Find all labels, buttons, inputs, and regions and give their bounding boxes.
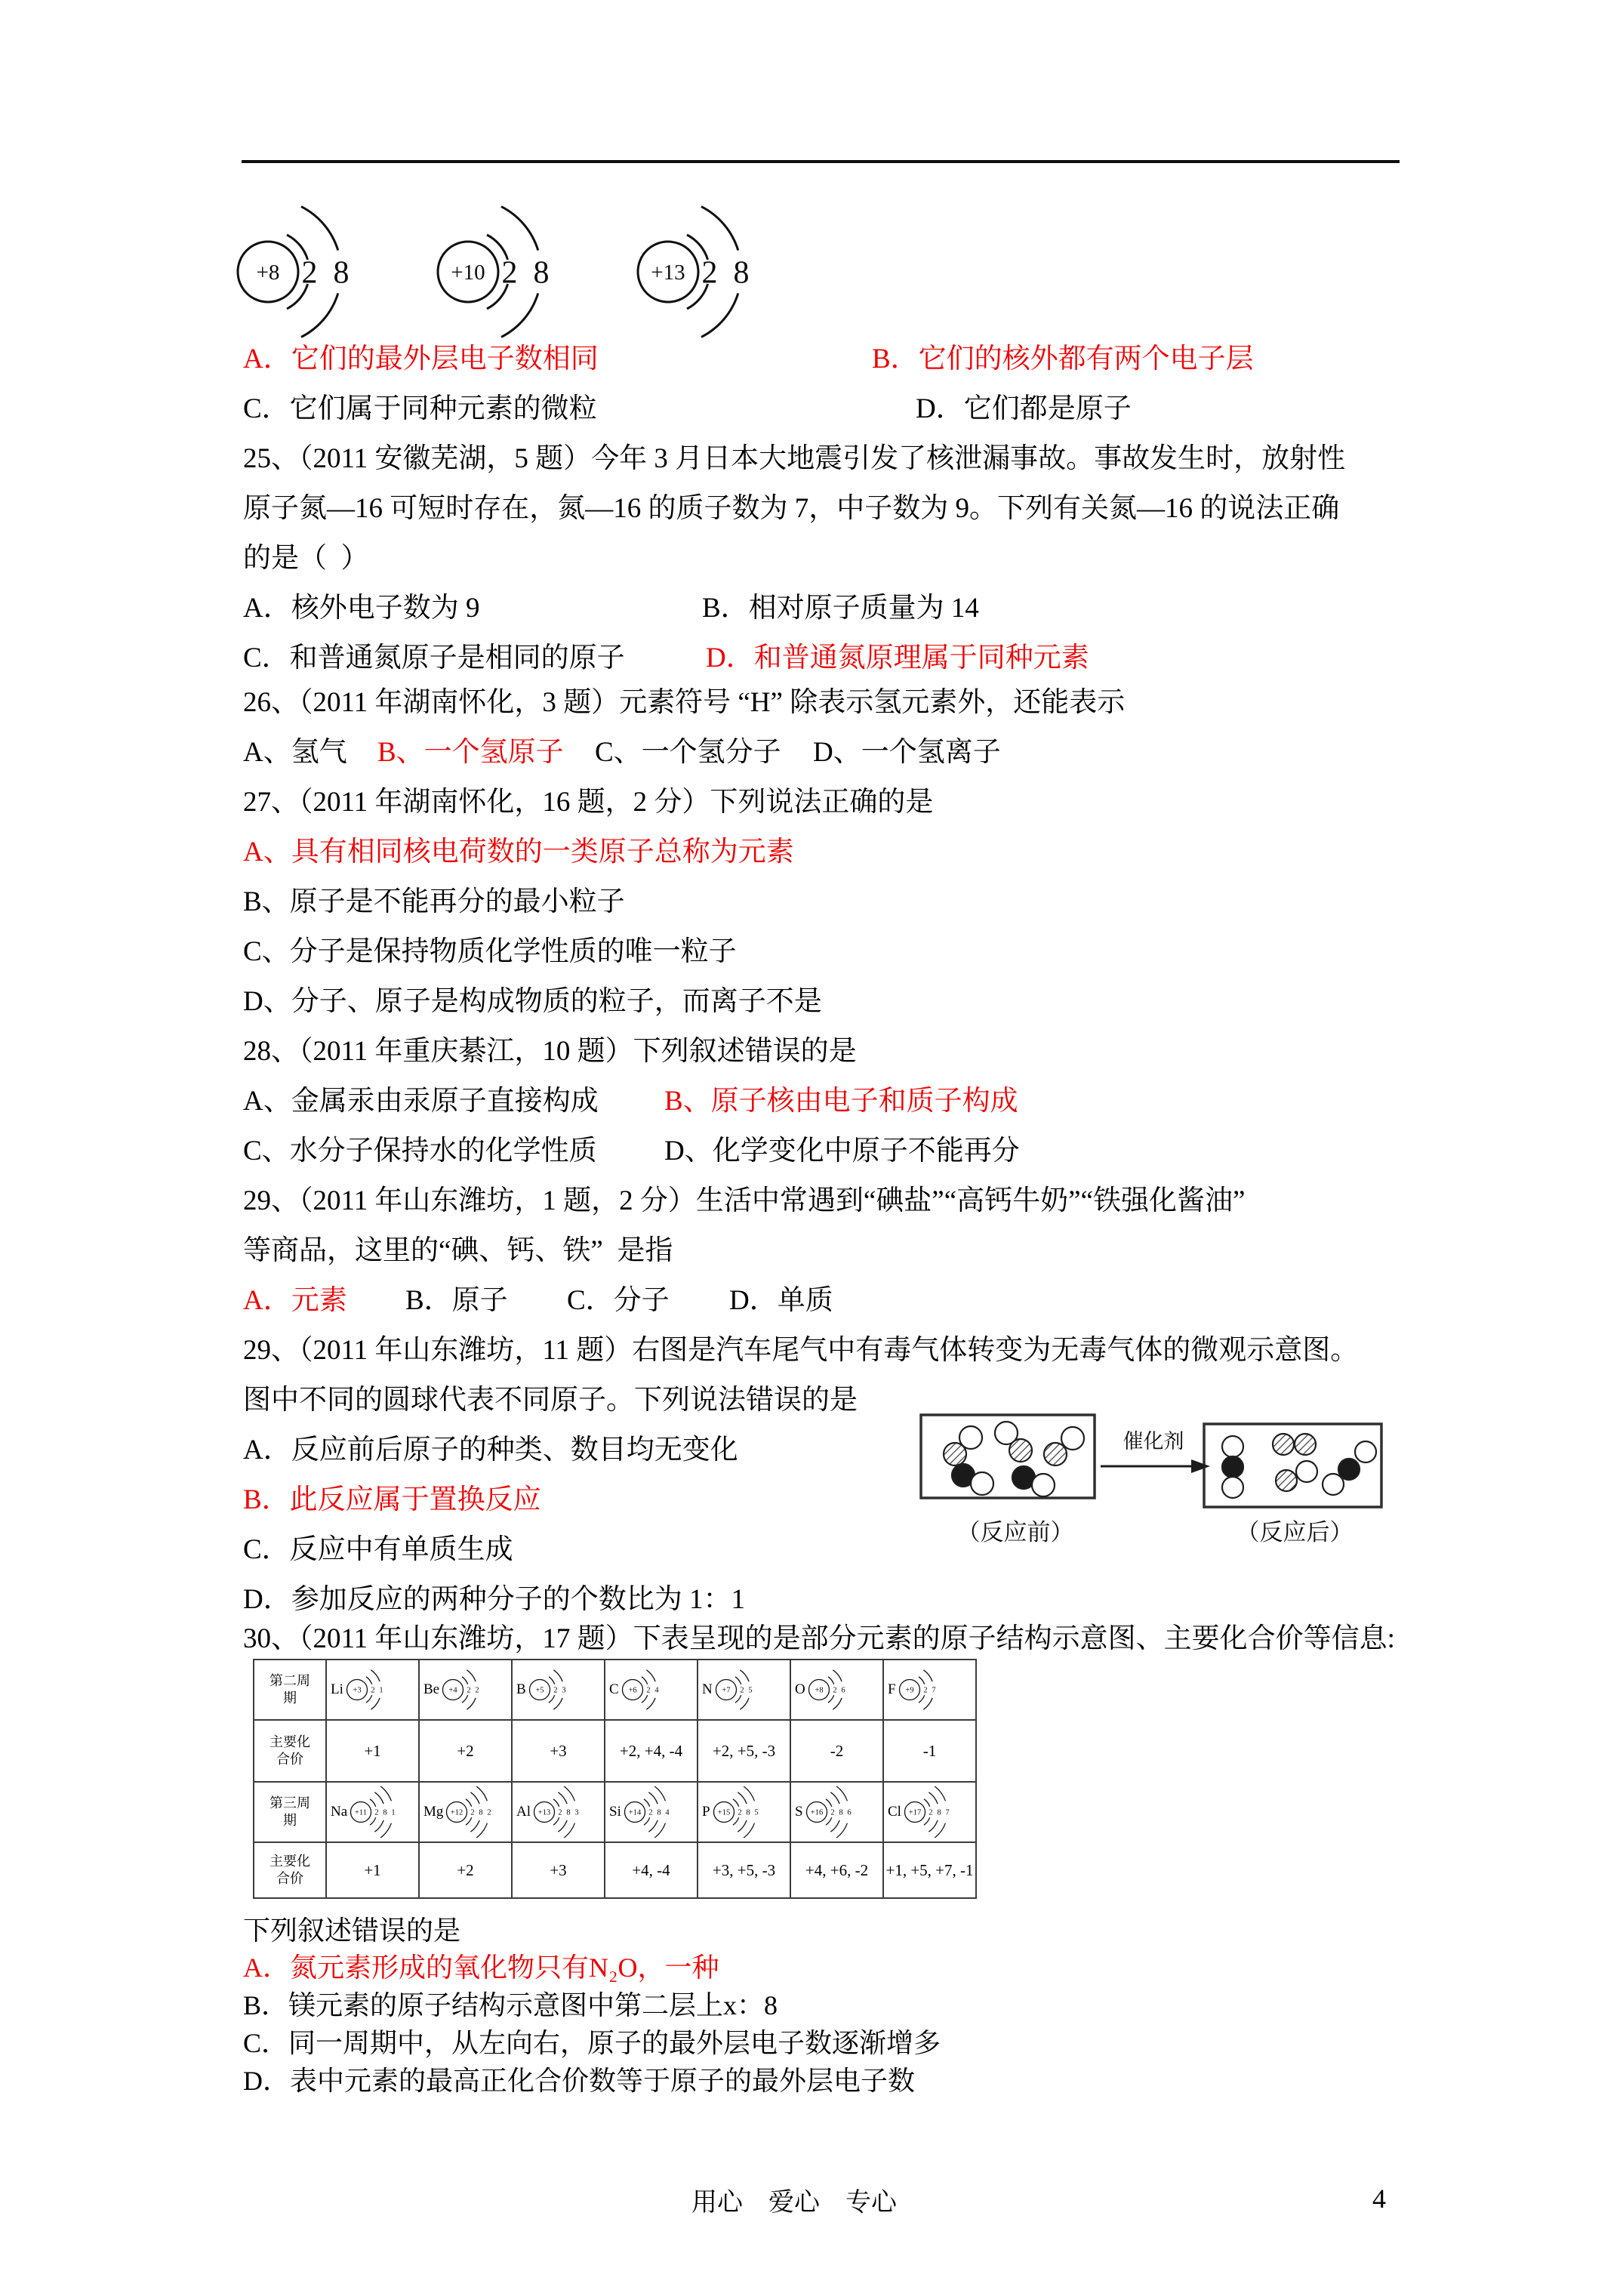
q30-option-a-row-opt-A: A．氮元素形成的氧化物只有N₂O，一种 (243, 1952, 719, 1983)
q27-option-c-row-opt-C: C、分子是保持物质化学性质的唯一粒子 (243, 936, 737, 967)
svg-text:+11: +11 (355, 1808, 368, 1817)
svg-text:2: 2 (558, 1808, 562, 1817)
element-symbol: S (795, 1804, 803, 1820)
svg-text:5: 5 (753, 1808, 759, 1817)
atom-cell-P (698, 1782, 790, 1842)
svg-text:4: 4 (654, 1686, 659, 1695)
q29a-options-row-opt-B: B．原子 (405, 1285, 508, 1316)
element-symbol: P (702, 1804, 710, 1820)
element-info-table (253, 1659, 977, 1899)
atom-structure-icon (531, 1786, 592, 1838)
svg-text:2: 2 (301, 255, 318, 291)
atom-structure-icon (440, 1664, 500, 1715)
catalyst-label: 催化剂 (1123, 1430, 1184, 1453)
valence-cell: +3, +5, -3 (698, 1842, 790, 1898)
q30-element-table (253, 1659, 977, 1899)
before-label: （反应前） (956, 1519, 1074, 1546)
q29b-line1: 29、（2011 年山东潍坊，11 题）右图是汽车尾气中有毒气体转变为无毒气体的微观示意图。 (243, 1335, 1359, 1366)
q29a-options-row-opt-D: D．单质 (729, 1285, 833, 1316)
svg-text:6: 6 (846, 1808, 852, 1817)
q28-options-row1 (0, 1086, 1623, 1123)
table-row-header: 主要化合价 (254, 1842, 326, 1898)
q24-options-row2-opt-D: D．它们都是原子 (916, 393, 1132, 424)
atomic-structure-diagram-1 (217, 180, 395, 368)
atom-structure-icon (344, 1664, 405, 1715)
svg-text:2: 2 (374, 1808, 379, 1817)
svg-text:8: 8 (838, 1808, 843, 1817)
atom-cell-Al (512, 1782, 605, 1842)
valence-cell: +2, +4, -4 (605, 1720, 698, 1782)
svg-text:8: 8 (533, 255, 550, 291)
svg-text:8: 8 (383, 1808, 387, 1817)
element-symbol: Na (331, 1804, 348, 1820)
valence-cell: +2, +5, -3 (698, 1720, 790, 1782)
svg-text:2: 2 (553, 1686, 558, 1695)
svg-text:2: 2 (740, 1686, 744, 1695)
q28-options-row2-opt-D: D、化学变化中原子不能再分 (664, 1136, 1020, 1166)
svg-text:2: 2 (475, 1686, 479, 1695)
q25-line1: 25、（2011 安徽芜湖，5 题）今年 3 月日本大地震引发了核泄漏事故。事故发生时，放射性 (243, 443, 1346, 474)
atom-cell-Be (419, 1660, 512, 1720)
valence-cell: +1 (326, 1720, 419, 1782)
svg-text:2: 2 (501, 255, 518, 291)
q25-options-row2-opt-D: D．和普通氮原理属于同种元素 (706, 643, 1089, 673)
svg-text:2: 2 (701, 255, 718, 291)
atom-structure-icon (897, 1664, 957, 1715)
valence-cell: +2 (419, 1842, 512, 1898)
element-symbol: Si (609, 1804, 621, 1820)
svg-text:2: 2 (470, 1808, 476, 1817)
svg-text:5: 5 (748, 1686, 753, 1695)
svg-text:2: 2 (467, 1686, 471, 1695)
reaction-diagram (883, 1403, 1457, 1554)
atom-cell-Li (326, 1660, 419, 1720)
q30-option-d-row-opt-D: D．表中元素的最高正化合价数等于原子的最外层电子数 (243, 2066, 915, 2096)
valence-cell: +3 (512, 1842, 605, 1898)
q29b-option-d-row (0, 1584, 1623, 1622)
q25-options-row2-opt-C: C．和普通氮原子是相同的原子 (243, 643, 625, 673)
q25-line3: 的是（ ） (243, 543, 369, 574)
svg-text:2: 2 (833, 1686, 837, 1695)
element-symbol: F (888, 1681, 896, 1697)
q29b-option-a-row-opt-A: A．反应前后原子的种类、数目均无变化 (243, 1435, 738, 1465)
atom-structure-icon (804, 1786, 864, 1838)
element-symbol: Be (423, 1681, 440, 1697)
q29b-line2: 图中不同的圆球代表不同原子。下列说法错误的是 (243, 1385, 858, 1416)
svg-text:+14: +14 (628, 1808, 642, 1817)
q28-options-row1-opt-B: B、原子核由电子和质子构成 (664, 1086, 1018, 1117)
svg-text:+17: +17 (908, 1808, 922, 1817)
arrow-head-icon (1191, 1459, 1210, 1473)
svg-text:3: 3 (562, 1686, 566, 1695)
element-symbol: Mg (423, 1804, 444, 1820)
element-symbol: Li (331, 1681, 343, 1697)
svg-text:1: 1 (391, 1808, 396, 1817)
atom-structure-icon (217, 180, 395, 365)
atom-cell-B (512, 1660, 605, 1720)
header-rule (242, 160, 1400, 163)
svg-text:+5: +5 (535, 1686, 544, 1695)
svg-text:4: 4 (665, 1808, 670, 1817)
q26-options-row-opt-C: C、一个氢分子 (595, 737, 781, 768)
q29a-options-row-opt-C: C．分子 (567, 1285, 670, 1316)
q24-options-row2-opt-C: C．它们属于同种元素的微粒 (243, 393, 597, 424)
q29a-line1: 29、（2011 年山东潍坊，1 题，2 分）生活中常遇到“碘盐”“高钙牛奶”“铁强化酱油” (243, 1185, 1246, 1216)
q25-options-row2 (0, 643, 1623, 680)
atom-structure-icon (348, 1786, 408, 1838)
q30-stem2: 下列叙述错误的是 (243, 1915, 461, 1946)
svg-text:+15: +15 (717, 1808, 730, 1817)
svg-text:7: 7 (931, 1686, 936, 1695)
atom-structure-icon (902, 1786, 962, 1838)
q26-options-row (0, 737, 1623, 775)
svg-text:8: 8 (566, 1808, 571, 1817)
atom-cell-S (790, 1782, 883, 1842)
table-row-header: 第二周期 (254, 1660, 326, 1720)
atom-structure-icon (711, 1786, 771, 1838)
q27-option-a-row-opt-A: A、具有相同核电荷数的一类原子总称为元素 (243, 837, 794, 868)
q29b-option-c-row-opt-C: C．反应中有单质生成 (243, 1534, 513, 1565)
q24-options-row1-opt-A: A．它们的最外层电子数相同 (243, 344, 599, 374)
svg-text:+16: +16 (810, 1808, 823, 1817)
atom-structure-icon (527, 1664, 587, 1715)
svg-text:8: 8 (745, 1808, 750, 1817)
q26-options-row-opt-D: D、一个氢离子 (813, 737, 1001, 768)
svg-text:2: 2 (371, 1686, 375, 1695)
q24-options-row1 (0, 344, 1623, 381)
atom-cell-C (605, 1660, 698, 1720)
svg-text:7: 7 (945, 1808, 950, 1817)
q27-option-d-row-opt-D: D、分子、原子是构成物质的粒子，而离子不是 (243, 986, 822, 1017)
valence-cell: +1, +5, +7, -1 (883, 1842, 976, 1898)
atom-structure-icon (620, 1664, 680, 1715)
svg-text:+9: +9 (904, 1686, 914, 1695)
svg-text:+4: +4 (448, 1686, 457, 1695)
q29b-option-d-row-opt-D: D．参加反应的两种分子的个数比为 1：1 (243, 1584, 745, 1615)
before-molecules (944, 1422, 1084, 1496)
q29a-options-row-opt-A: A．元素 (243, 1285, 347, 1316)
svg-text:8: 8 (333, 255, 350, 291)
atom-cell-O (790, 1660, 883, 1720)
q28-options-row2 (0, 1136, 1623, 1173)
element-symbol: C (609, 1681, 619, 1697)
atomic-structure-diagram-3 (617, 180, 795, 368)
svg-text:+12: +12 (451, 1808, 463, 1817)
svg-text:2: 2 (922, 1686, 928, 1695)
q27-option-d-row (0, 986, 1623, 1024)
svg-text:8: 8 (657, 1808, 661, 1817)
svg-text:+3: +3 (353, 1686, 362, 1695)
atom-cell-N (698, 1660, 790, 1720)
svg-text:1: 1 (379, 1686, 383, 1695)
q25-options-row1-opt-A: A．核外电子数为 9 (243, 593, 480, 624)
q30-option-c-row (0, 2028, 1623, 2066)
element-symbol: Cl (888, 1804, 901, 1820)
atom-cell-F (883, 1660, 976, 1720)
after-label: （反应后） (1236, 1519, 1354, 1546)
atom-structure-icon (417, 180, 595, 365)
q25-options-row1-opt-B: B．相对原子质量为 14 (702, 593, 979, 624)
atom-cell-Na (326, 1782, 419, 1842)
element-symbol: Al (516, 1804, 531, 1820)
svg-text:8: 8 (479, 1808, 484, 1817)
svg-text:+8: +8 (815, 1686, 824, 1695)
q30-option-d-row (0, 2066, 1623, 2103)
q29a-options-row (0, 1285, 1623, 1323)
svg-text:6: 6 (841, 1686, 845, 1695)
svg-text:+6: +6 (628, 1686, 637, 1695)
q24-options-row2 (0, 393, 1623, 431)
q28-stem: 28、（2011 年重庆綦江，10 题）下列叙述错误的是 (243, 1036, 857, 1067)
atomic-structure-diagram-2 (417, 180, 595, 368)
q25-line2: 原子氮—16 可短时存在，氮—16 的质子数为 7，中子数为 9。下列有关氮—16 的说法正确 (243, 493, 1340, 524)
element-symbol: N (702, 1681, 713, 1697)
svg-text:+8: +8 (256, 260, 280, 285)
element-symbol: B (516, 1681, 526, 1697)
element-symbol: O (795, 1681, 805, 1697)
q27-option-a-row (0, 837, 1623, 874)
valence-cell: +1 (326, 1842, 419, 1898)
q26-options-row-opt-A: A、氢气 (243, 737, 347, 768)
svg-text:8: 8 (937, 1808, 941, 1817)
valence-cell: +4, +6, -2 (790, 1842, 883, 1898)
svg-text:+7: +7 (722, 1686, 731, 1695)
atom-cell-Cl (883, 1782, 976, 1842)
q30-option-a-row (0, 1952, 1623, 1990)
svg-text:8: 8 (733, 255, 750, 291)
q28-options-row2-opt-C: C、水分子保持水的化学性质 (243, 1136, 597, 1166)
svg-text:2: 2 (648, 1808, 653, 1817)
table-row-header: 主要化合价 (254, 1720, 326, 1782)
valence-cell: +4, -4 (605, 1842, 698, 1898)
q30-option-c-row-opt-C: C．同一周期中，从左向右，原子的最外层电子数逐渐增多 (243, 2028, 941, 2058)
q27-option-c-row (0, 936, 1623, 974)
atom-structure-icon (806, 1664, 867, 1715)
q27-option-b-row-opt-B: B、原子是不能再分的最小粒子 (243, 886, 625, 917)
svg-text:2: 2 (830, 1808, 835, 1817)
q29b-option-b-row-opt-B: B．此反应属于置换反应 (243, 1484, 541, 1515)
svg-text:2: 2 (487, 1808, 492, 1817)
atom-cell-Mg (419, 1782, 512, 1842)
page-number: 4 (1372, 2184, 1386, 2214)
q24-options-row1-opt-B: B．它们的核外都有两个电子层 (872, 344, 1254, 374)
valence-cell: -1 (883, 1720, 976, 1782)
atom-structure-icon (713, 1664, 774, 1715)
atom-structure-icon (622, 1786, 682, 1838)
q30-stem: 30、（2011 年山东潍坊，17 题）下表呈现的是部分元素的原子结构示意图、主要化合价等信息: (243, 1623, 1395, 1654)
svg-text:2: 2 (646, 1686, 651, 1695)
q28-options-row1-opt-A: A、金属汞由汞原子直接构成 (243, 1086, 599, 1117)
table-row-header: 第三周期 (254, 1782, 326, 1842)
svg-text:+10: +10 (451, 260, 485, 285)
q26-options-row-opt-B: B、一个氢原子 (377, 737, 564, 768)
q27-stem: 27、（2011 年湖南怀化，16 题，2 分）下列说法正确的是 (243, 787, 934, 818)
q27-option-b-row (0, 886, 1623, 924)
q26-stem: 26、（2011 年湖南怀化，3 题）元素符号 “H” 除表示氢元素外，还能表示 (243, 687, 1126, 718)
svg-text:3: 3 (574, 1808, 579, 1817)
q25-options-row1 (0, 593, 1623, 630)
q29a-line2: 等商品，这里的“碘、钙、铁” 是指 (243, 1235, 673, 1266)
atom-structure-icon (617, 180, 795, 365)
atom-structure-icon (444, 1786, 504, 1838)
valence-cell: +3 (512, 1720, 605, 1782)
svg-text:2: 2 (929, 1808, 933, 1817)
svg-text:+13: +13 (651, 260, 685, 285)
svg-text:2: 2 (737, 1808, 742, 1817)
valence-cell: +2 (419, 1720, 512, 1782)
q30-option-b-row-opt-B: B．镁元素的原子结构示意图中第二层上x：8 (243, 1990, 778, 2020)
atom-cell-Si (605, 1782, 698, 1842)
after-molecules (1222, 1434, 1376, 1498)
footer-motto: 用心 爱心 专心 (691, 2189, 897, 2217)
svg-text:+13: +13 (537, 1808, 551, 1817)
valence-cell: -2 (790, 1720, 883, 1782)
q30-option-b-row (0, 1990, 1623, 2028)
